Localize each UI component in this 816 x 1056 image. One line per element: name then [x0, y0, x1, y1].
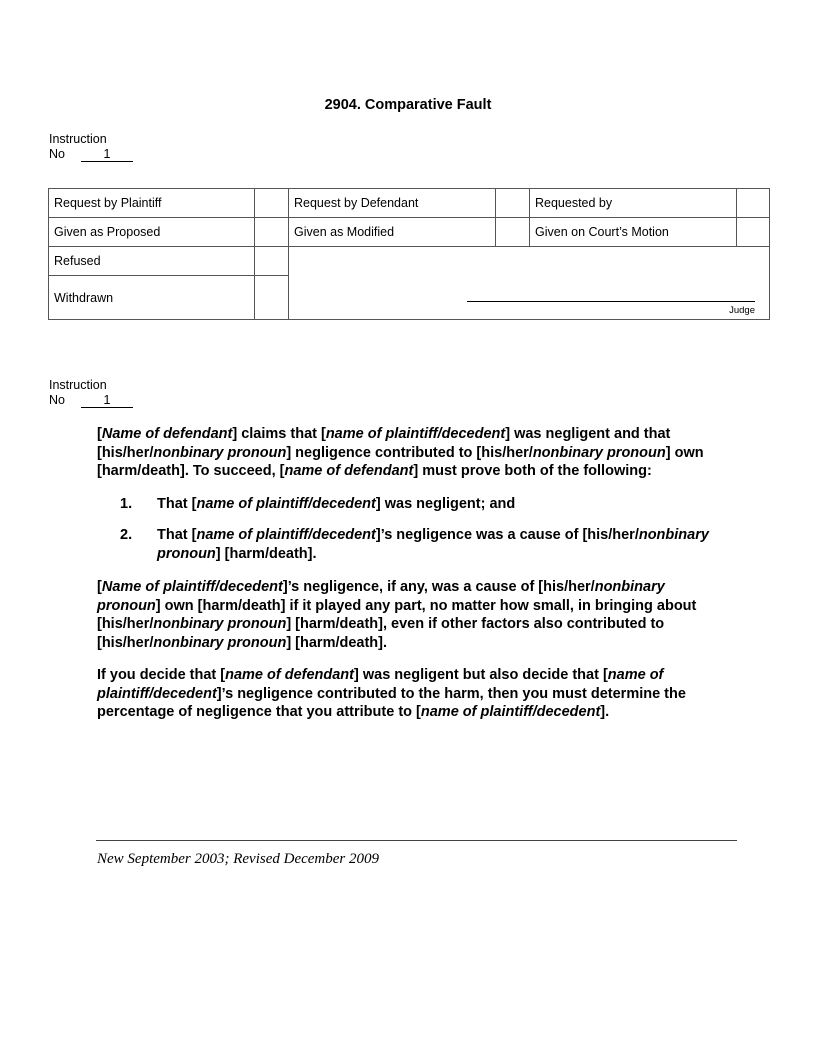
- judge-signature-line[interactable]: [467, 301, 755, 302]
- instruction-label: Instruction: [49, 132, 107, 146]
- revision-history: New September 2003; Revised December 2009: [97, 851, 379, 867]
- withdrawn-checkbox[interactable]: [255, 276, 289, 320]
- given-on-courts-motion-label: Given on Court’s Motion: [530, 218, 737, 247]
- instruction-body: [97, 425, 722, 736]
- instruction-number-field[interactable]: 1: [81, 148, 133, 162]
- instruction-no-row: [49, 147, 133, 162]
- given-as-modified-label: Given as Modified: [289, 218, 496, 247]
- instruction-no-row: [49, 393, 133, 408]
- requested-by-label: Requested by: [530, 189, 737, 218]
- request-by-defendant-label: Request by Defendant: [289, 189, 496, 218]
- instruction-label: Instruction: [49, 378, 107, 392]
- judge-label: Judge: [729, 305, 755, 316]
- no-label: No: [49, 146, 65, 161]
- page-title: 2904. Comparative Fault: [324, 97, 492, 113]
- element-item-1: 1. That [name of plaintiff/decedent] was negligent; and: [120, 495, 516, 512]
- instruction-number-block-top: [49, 132, 133, 162]
- no-label: No: [49, 392, 65, 407]
- judge-signature-cell: [289, 247, 770, 320]
- instruction-number-field[interactable]: 1: [81, 394, 133, 408]
- given-as-modified-checkbox[interactable]: [496, 218, 530, 247]
- request-by-defendant-checkbox[interactable]: [496, 189, 530, 218]
- paragraph-percentage: If you decide that [name of defendant] was negligent but also decide that [name of plaintiff/decedent]’s negligence contributed to the harm, then you must determine the percentage of negligence that you attribute to [name of plaintiff/decedent].: [97, 667, 686, 720]
- given-on-courts-motion-checkbox[interactable]: [737, 218, 770, 247]
- footer-divider: [96, 840, 737, 841]
- element-item-2: 2. That [name of plaintiff/decedent]’s negligence was a cause of [his/her/nonbinary pronoun] [harm/death].: [120, 527, 709, 562]
- requested-by-checkbox[interactable]: [737, 189, 770, 218]
- request-by-plaintiff-label: Request by Plaintiff: [49, 189, 255, 218]
- given-as-proposed-label: Given as Proposed: [49, 218, 255, 247]
- given-as-proposed-checkbox[interactable]: [255, 218, 289, 247]
- paragraph-causation: [Name of plaintiff/decedent]’s negligence, if any, was a cause of [his/her/nonbinary pronoun] own [harm/death] if it played any part, no matter how small, in bringing about [his/her/nonbinary pronoun] [harm/death], even if other factors also contributed to [his/her/nonbinary pronoun] [harm/death].: [97, 579, 697, 651]
- withdrawn-label: Withdrawn: [49, 276, 255, 320]
- refused-checkbox[interactable]: [255, 247, 289, 276]
- paragraph-claim: [Name of defendant] claims that [name of plaintiff/decedent] was negligent and that [his/her/nonbinary pronoun] negligence contributed to [his/her/nonbinary pronoun] own [harm/death]. To succeed, [name of defendant] must prove both of the following:: [97, 426, 704, 479]
- request-by-plaintiff-checkbox[interactable]: [255, 189, 289, 218]
- refused-label: Refused: [49, 247, 255, 276]
- instruction-number-block-bottom: [49, 378, 133, 408]
- request-table: [48, 188, 770, 320]
